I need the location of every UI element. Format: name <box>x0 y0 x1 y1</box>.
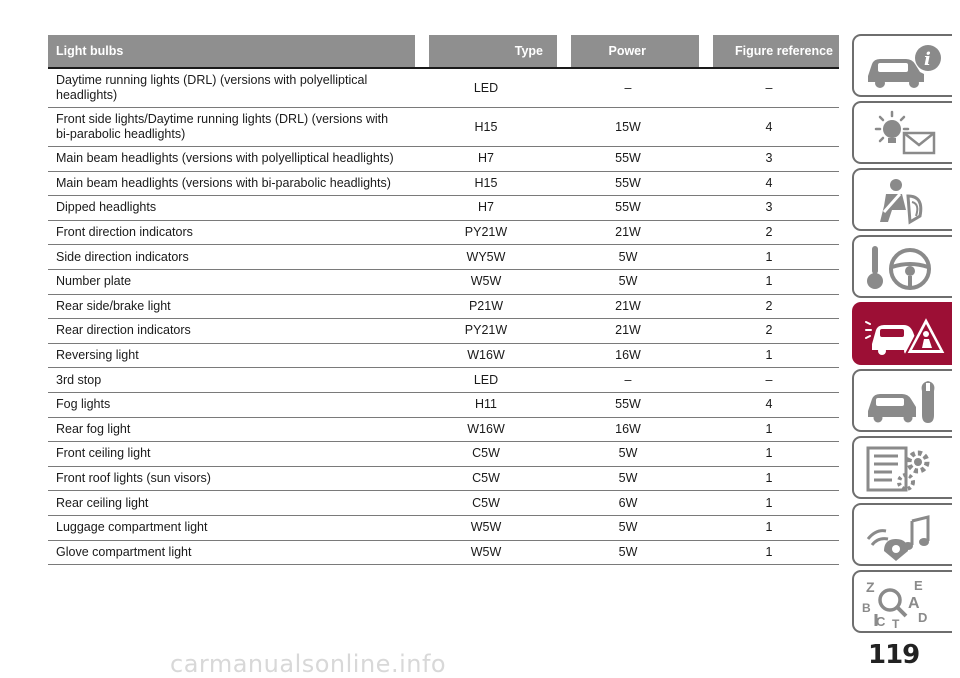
table-body <box>48 69 839 565</box>
table-row <box>48 196 839 221</box>
tab-starting-driving[interactable] <box>852 235 952 298</box>
bulb-power-cell: 55W <box>615 151 641 166</box>
table-row <box>48 491 839 516</box>
bulb-name-cell: Rear direction indicators <box>56 323 191 338</box>
table-header <box>48 35 839 67</box>
figure-reference-cell: 1 <box>765 520 773 535</box>
figure-reference-cell: 3 <box>765 200 773 215</box>
bulb-power-cell: 21W <box>615 225 641 240</box>
bulb-name-cell: Number plate <box>56 274 132 289</box>
bulb-power-cell: 21W <box>615 323 641 338</box>
figure-reference-cell: 3 <box>765 151 773 166</box>
warning-lights-message-icon <box>862 109 948 159</box>
figure-reference-cell: – <box>765 372 773 387</box>
bulb-type-cell: W5W <box>470 544 502 559</box>
multimedia-icon <box>862 511 948 561</box>
bulb-name-cell: Side direction indicators <box>56 249 189 264</box>
bulb-power-cell: – <box>624 80 632 95</box>
figure-reference-cell: 4 <box>765 397 773 412</box>
bulb-power-cell: 5W <box>618 249 638 264</box>
table-row <box>48 108 839 147</box>
bulb-name-cell: Rear side/brake light <box>56 298 171 313</box>
figure-reference-cell: 4 <box>765 175 773 190</box>
table-row <box>48 442 839 467</box>
bulb-type-cell: W16W <box>467 348 505 363</box>
bulb-type-cell: PY21W <box>464 323 508 338</box>
car-info-icon <box>862 42 948 92</box>
bulb-name-cell: Rear fog light <box>56 421 131 436</box>
bulb-power-cell: – <box>624 372 632 387</box>
table-row <box>48 69 839 108</box>
table-row <box>48 221 839 246</box>
bulb-power-cell: 15W <box>615 119 641 134</box>
figure-reference-cell: 2 <box>765 225 773 240</box>
bulb-power-cell: 21W <box>615 298 641 313</box>
bulb-type-cell: H15 <box>474 119 498 134</box>
bulb-type-cell: H7 <box>478 200 494 215</box>
bulb-type-cell: LED <box>473 80 499 95</box>
bulb-type-cell: P21W <box>468 298 504 313</box>
tab-warning-lights[interactable] <box>852 101 952 164</box>
watermark: carmanualsonline.info <box>170 650 447 678</box>
tab-technical-data[interactable] <box>852 436 952 499</box>
bulb-name-cell: Luggage compartment light <box>56 520 208 535</box>
index-letter: B <box>862 601 871 615</box>
header-figure-reference: Figure reference <box>713 35 839 67</box>
index-letter: E <box>914 578 923 593</box>
car-emergency-icon <box>862 310 948 360</box>
figure-reference-cell: 1 <box>765 544 773 559</box>
figure-reference-cell: 1 <box>765 421 773 436</box>
bulb-name-cell: Reversing light <box>56 348 139 363</box>
tab-in-an-emergency[interactable] <box>852 302 952 365</box>
table-row <box>48 270 839 295</box>
bulb-power-cell: 5W <box>618 520 638 535</box>
page-number: 119 <box>868 640 920 670</box>
bulb-power-cell: 5W <box>618 471 638 486</box>
bulb-name-cell: Front direction indicators <box>56 225 193 240</box>
figure-reference-cell: 1 <box>765 471 773 486</box>
tab-multimedia[interactable] <box>852 503 952 566</box>
figure-reference-cell: 2 <box>765 323 773 338</box>
table-row <box>48 541 839 566</box>
bulb-type-cell: C5W <box>472 495 500 510</box>
bulb-power-cell: 55W <box>615 397 641 412</box>
light-bulbs-table <box>48 35 839 565</box>
bulb-type-cell: H7 <box>478 151 494 166</box>
bulb-power-cell: 16W <box>615 421 641 436</box>
key-steering-wheel-icon <box>862 243 948 293</box>
bulb-type-cell: C5W <box>472 471 500 486</box>
bulb-power-cell: 55W <box>615 200 641 215</box>
figure-reference-cell: – <box>765 80 773 95</box>
table-row <box>48 245 839 270</box>
bulb-name-cell: Front side lights/Daytime running lights (DRL) (versions with bi-parabolic headlights) <box>56 112 389 141</box>
figure-reference-cell: 1 <box>765 274 773 289</box>
tab-car-info[interactable] <box>852 34 952 97</box>
figure-reference-cell: 1 <box>765 446 773 461</box>
index-letter: T <box>892 617 900 628</box>
figure-reference-cell: 1 <box>765 249 773 264</box>
bulb-name-cell: Glove compartment light <box>56 544 192 559</box>
bulb-power-cell: 55W <box>615 175 641 190</box>
table-row <box>48 172 839 197</box>
bulb-type-cell: W5W <box>470 274 502 289</box>
figure-reference-cell: 1 <box>765 495 773 510</box>
bulb-name-cell: Main beam headlights (versions with polyelliptical headlights) <box>56 151 394 166</box>
bulb-name-cell: Daytime running lights (DRL) (versions with polyelliptical headlights) <box>56 73 368 102</box>
index-letter: D <box>918 610 928 625</box>
bulb-name-cell: Fog lights <box>56 397 111 412</box>
tab-safety[interactable] <box>852 168 952 231</box>
bulb-power-cell: 16W <box>615 348 641 363</box>
bulb-name-cell: Dipped headlights <box>56 200 157 215</box>
table-row <box>48 393 839 418</box>
figure-reference-cell: 4 <box>765 119 773 134</box>
bulb-name-cell: 3rd stop <box>56 372 102 387</box>
header-type: Type <box>429 35 557 67</box>
bulb-power-cell: 5W <box>618 544 638 559</box>
bulb-power-cell: 5W <box>618 274 638 289</box>
bulb-type-cell: C5W <box>472 446 500 461</box>
bulb-type-cell: LED <box>473 372 499 387</box>
table-row <box>48 319 839 344</box>
table-row <box>48 147 839 172</box>
bulb-type-cell: H15 <box>474 175 498 190</box>
bulb-type-cell: H11 <box>474 397 497 412</box>
seat-safety-icon <box>862 176 948 226</box>
technical-data-icon <box>862 444 948 494</box>
car-maintenance-icon <box>862 377 948 427</box>
table-row <box>48 516 839 541</box>
index-letter: Z <box>866 579 875 595</box>
table-row <box>48 467 839 492</box>
bulb-name-cell: Front ceiling light <box>56 446 151 461</box>
bulb-type-cell: W5W <box>470 520 502 535</box>
index-icon <box>862 578 948 628</box>
table-row <box>48 368 839 393</box>
figure-reference-cell: 2 <box>765 298 773 313</box>
figure-reference-cell: 1 <box>765 348 773 363</box>
bulb-name-cell: Main beam headlights (versions with bi-parabolic headlights) <box>56 175 391 190</box>
tab-index[interactable] <box>852 570 952 633</box>
bulb-power-cell: 5W <box>618 446 638 461</box>
bulb-type-cell: PY21W <box>464 225 508 240</box>
index-letter: A <box>908 595 920 612</box>
table-row <box>48 418 839 443</box>
table-row <box>48 295 839 320</box>
svg-text:i: i <box>924 49 931 70</box>
bulb-name-cell: Front roof lights (sun visors) <box>56 471 211 486</box>
table-row <box>48 344 839 369</box>
tab-servicing-care[interactable] <box>852 369 952 432</box>
bulb-type-cell: WY5W <box>466 249 506 264</box>
header-power: Power <box>571 35 699 67</box>
bulb-name-cell: Rear ceiling light <box>56 495 149 510</box>
header-light-bulbs: Light bulbs <box>48 35 415 67</box>
index-letter: C <box>876 614 886 628</box>
bulb-type-cell: W16W <box>467 421 505 436</box>
bulb-power-cell: 6W <box>618 495 638 510</box>
